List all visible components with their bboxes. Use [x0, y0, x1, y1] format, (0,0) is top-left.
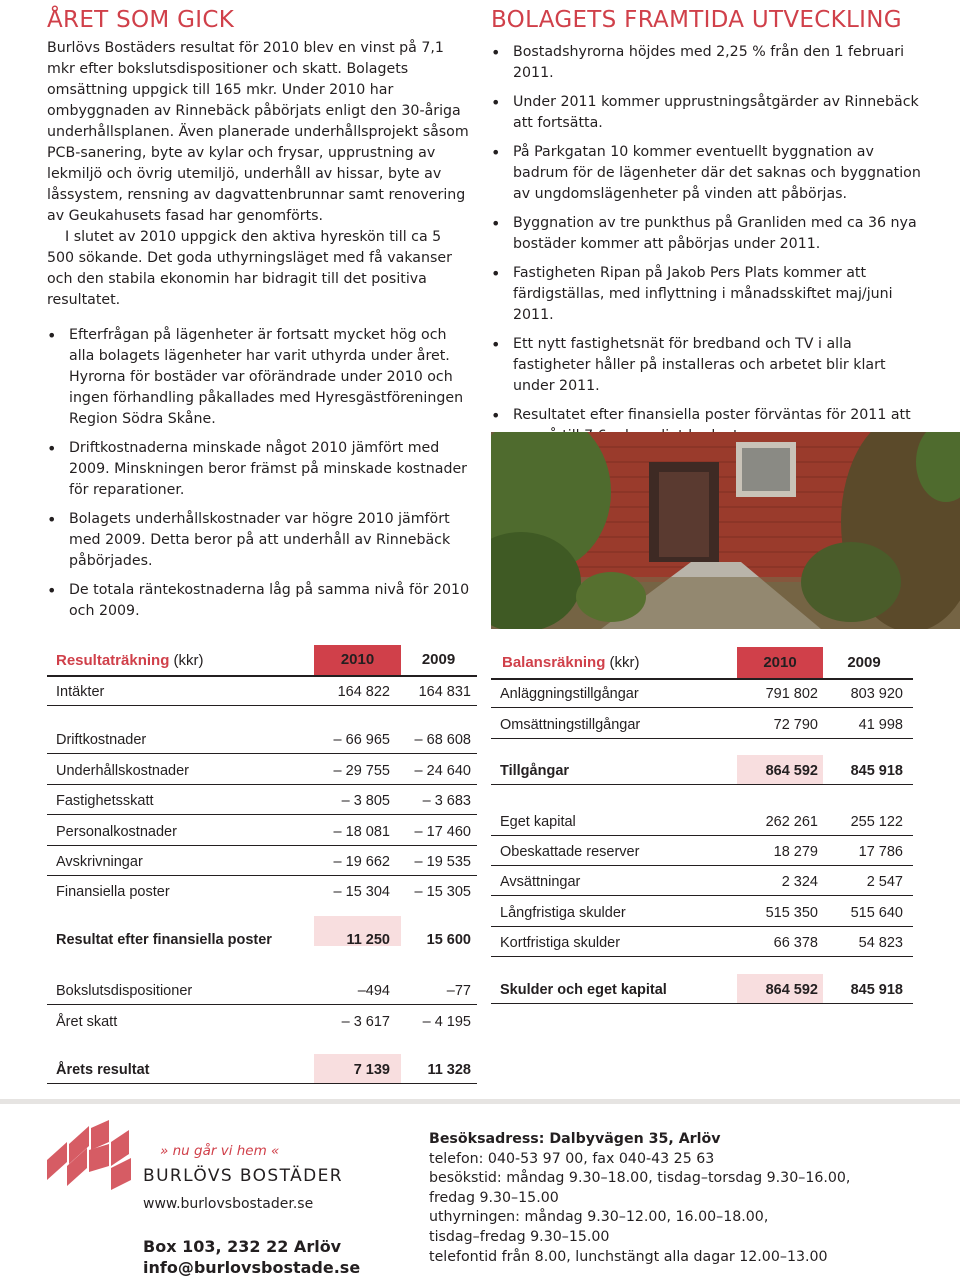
value-2009: – 4 195 — [422, 1014, 471, 1030]
table-row — [47, 755, 477, 785]
table-row — [491, 974, 913, 1004]
value-2010: 515 350 — [765, 905, 818, 921]
building-entrance-photo — [491, 432, 960, 629]
value-2010: – 18 081 — [333, 824, 390, 840]
value-2010: 864 592 — [765, 982, 818, 998]
table-row — [47, 816, 477, 846]
row-label: Årets resultat — [56, 1062, 150, 1078]
list-item: • På Parkgatan 10 kommer eventuellt byggnation av badrum för de lägenheter där det saknas och byggnation av ungdomslägenheter på vinden att påbörjas. — [491, 142, 921, 205]
value-2009: –77 — [446, 983, 471, 999]
balance-title: Balansräkning (kkr) — [502, 654, 640, 671]
value-2010: – 29 755 — [333, 763, 390, 779]
table-row — [491, 678, 913, 708]
visit-hours-friday: fredag 9.30–15.00 — [429, 1189, 559, 1206]
row-label: Personalkostnader — [56, 824, 177, 840]
value-2010: 791 802 — [765, 686, 818, 702]
row-label: Fastighetsskatt — [56, 793, 154, 809]
value-2010: 11 250 — [346, 932, 390, 948]
row-label: Omsättningstillgångar — [500, 717, 641, 733]
value-2009: – 17 460 — [414, 824, 471, 840]
row-label: Skulder och eget kapital — [500, 982, 667, 998]
value-2010: 72 790 — [773, 717, 818, 733]
table-row — [47, 975, 477, 1005]
table-row — [491, 866, 913, 896]
value-2009: 845 918 — [850, 763, 903, 779]
left-column — [47, 6, 472, 630]
list-item: • De totala räntekostnaderna låg på samma nivå för 2010 och 2009. — [47, 580, 472, 622]
income-year-2010: 2010 — [340, 651, 375, 668]
list-item: • Bolagets underhållskostnader var högre 2010 jämfört med 2009. Detta beror på att underhåll av Rinnebäck påbörjades. — [47, 509, 472, 572]
postal-address — [143, 1236, 360, 1278]
value-2010: – 3 805 — [341, 793, 390, 809]
heading-aret-som-gick: ÅRET SOM GICK — [47, 7, 235, 33]
row-label: Bokslutsdispositioner — [56, 983, 193, 999]
row-label: Avskrivningar — [56, 854, 143, 870]
value-2010: 7 139 — [353, 1062, 390, 1078]
row-label: Eget kapital — [500, 814, 576, 830]
row-label: Obeskattade reserver — [500, 844, 640, 860]
right-bullet-list — [491, 42, 921, 447]
brand-name: BURLÖVS BOSTÄDER — [143, 1166, 343, 1186]
table-row — [47, 924, 477, 954]
table-row — [47, 1054, 477, 1084]
value-2010: 2 324 — [781, 874, 818, 890]
list-item: • Efterfrågan på lägenheter är fortsatt mycket hög och alla bolagets lägenheter har varit uthyrda under året. Hyrorna för bostäder var oförändrade under 2010 och ingen förhandling påkallades med Hyresgästföreningen Region Södra Skåne. — [47, 325, 472, 430]
value-2009: 2 547 — [866, 874, 903, 890]
phone-hours: telefontid från 8.00, lunchstängt alla dagar 12.00–13.00 — [429, 1248, 828, 1265]
table-row — [491, 836, 913, 866]
table-row — [47, 846, 477, 876]
value-2009: – 3 683 — [422, 793, 471, 809]
table-row — [47, 724, 477, 754]
row-label: Året skatt — [56, 1014, 118, 1030]
burlovs-logo-icon — [47, 1120, 142, 1190]
heading-framtida-utveckling: BOLAGETS FRAMTIDA UTVECKLING — [491, 7, 902, 33]
balance-year-2009: 2009 — [847, 654, 881, 671]
table-row — [491, 806, 913, 836]
box-address: Box 103, 232 22 Arlöv — [143, 1237, 342, 1256]
value-2009: 255 122 — [850, 814, 903, 830]
rental-hours-weekdays: tisdag–fredag 9.30–15.00 — [429, 1228, 610, 1245]
table-row — [491, 755, 913, 785]
value-2009: 803 920 — [850, 686, 903, 702]
value-2009: – 19 535 — [414, 854, 471, 870]
value-2009: 41 998 — [858, 717, 903, 733]
contact-info — [429, 1130, 949, 1267]
row-label: Anläggningstillgångar — [500, 686, 639, 702]
value-2009: 54 823 — [858, 935, 903, 951]
row-label: Avsättningar — [500, 874, 581, 890]
value-2010: 864 592 — [765, 763, 818, 779]
photo-illustration — [491, 432, 960, 629]
table-row — [47, 876, 477, 906]
list-item: • Byggnation av tre punkthus på Granliden med ca 36 nya bostäder kommer att påbörjas under 2011. — [491, 213, 921, 255]
row-label: Finansiella poster — [56, 884, 170, 900]
row-label: Kortfristiga skulder — [500, 935, 621, 951]
table-row — [47, 1006, 477, 1036]
row-label: Underhållskostnader — [56, 763, 189, 779]
left-bullet-list — [47, 325, 472, 622]
list-item: • Driftkostnaderna minskade något 2010 jämfört med 2009. Minskningen beror främst på minskade kostnader för reparationer. — [47, 438, 472, 501]
value-2009: 164 831 — [418, 684, 471, 700]
rental-hours: uthyrningen: måndag 9.30–12.00, 16.00–18.00, — [429, 1209, 769, 1226]
footer-divider — [0, 1099, 960, 1104]
website-link[interactable]: www.burlovsbostader.se — [143, 1196, 314, 1212]
slogan: » nu går vi hem « — [160, 1143, 280, 1159]
value-2009: – 68 608 — [414, 732, 471, 748]
value-2009: 845 918 — [850, 982, 903, 998]
value-2009: 15 600 — [426, 932, 471, 948]
value-2010: 262 261 — [765, 814, 818, 830]
row-label: Långfristiga skulder — [500, 905, 626, 921]
queue-paragraph: I slutet av 2010 uppgick den aktiva hyreskön till ca 5 500 sökande. Det goda uthyrningsläget med få vakanser och den stabila ekonomin har bidragit till det positiva resultatet. — [47, 229, 452, 308]
row-label: Driftkostnader — [56, 732, 147, 748]
phone-fax: telefon: 040-53 97 00, fax 040-43 25 63 — [429, 1150, 715, 1167]
visit-address: Besöksadress: Dalbyvägen 35, Arlöv — [429, 1131, 721, 1147]
row-label: Intäkter — [56, 684, 105, 700]
value-2010: 66 378 — [773, 935, 818, 951]
value-2010: 164 822 — [337, 684, 390, 700]
table-row — [47, 676, 477, 706]
value-2010: – 15 304 — [333, 884, 390, 900]
visit-hours: besökstid: måndag 9.30–18.00, tisdag–torsdag 9.30–16.00, — [429, 1170, 851, 1187]
list-item: • Fastigheten Ripan på Jakob Pers Plats kommer att färdigställas, med inflyttning i månadsskiftet maj/juni 2011. — [491, 263, 921, 326]
table-row — [47, 785, 477, 815]
value-2009: 17 786 — [858, 844, 903, 860]
row-label: Resultat efter finansiella poster — [56, 932, 272, 948]
value-2010: – 19 662 — [333, 854, 390, 870]
value-2009: 515 640 — [850, 905, 903, 921]
row-label: Tillgångar — [500, 763, 570, 779]
balance-year-2010: 2010 — [763, 654, 797, 671]
value-2010: 18 279 — [773, 844, 818, 860]
income-title: Resultaträkning (kkr) — [56, 652, 204, 669]
income-statement-table — [47, 640, 477, 1085]
table-row — [491, 897, 913, 927]
table-row — [491, 927, 913, 957]
value-2010: –494 — [357, 983, 390, 999]
list-item: • Ett nytt fastighetsnät för bredband och TV i alla fastigheter håller på installeras och arbetet blir klart under 2011. — [491, 334, 921, 397]
table-row — [491, 709, 913, 739]
value-2010: – 66 965 — [333, 732, 390, 748]
email-link[interactable]: info@burlovsbostade.se — [143, 1258, 361, 1277]
list-item: • Resultatet efter finansiella poster förväntas för 2011 att — [491, 405, 921, 447]
income-year-2009: 2009 — [421, 651, 456, 668]
value-2009: – 15 305 — [414, 884, 471, 900]
value-2010: – 3 617 — [341, 1014, 390, 1030]
right-column — [491, 6, 921, 455]
list-item: • Under 2011 kommer upprustningsåtgärder av Rinnebäck att fortsätta. — [491, 92, 921, 134]
intro-paragraph: Burlövs Bostäders resultat för 2010 blev en vinst på 7,1 mkr efter bokslutsdispositioner och skatt. Bolagets omsättning uppgick till 165 mkr. Under 2010 har ombyggnaden av Rinnebäck påbörjats enligt den 30-åriga underhållsplanen. Även planerade underhållsprojekt såsom PCB-sanering, byte av kylar och frysar, upprustning av lekmiljö och övrig utemiljö, underhåll av hissar, byte av låssystem, rensning av dagvattenbrunnar samt renovering av Geukahusets fasad har genomförts. — [47, 40, 469, 224]
balance-sheet-table — [491, 640, 913, 1010]
list-item: • Bostadshyrorna höjdes med 2,25 % från den 1 februari 2011. — [491, 42, 921, 84]
value-2009: 11 328 — [427, 1062, 471, 1078]
value-2009: – 24 640 — [414, 763, 471, 779]
